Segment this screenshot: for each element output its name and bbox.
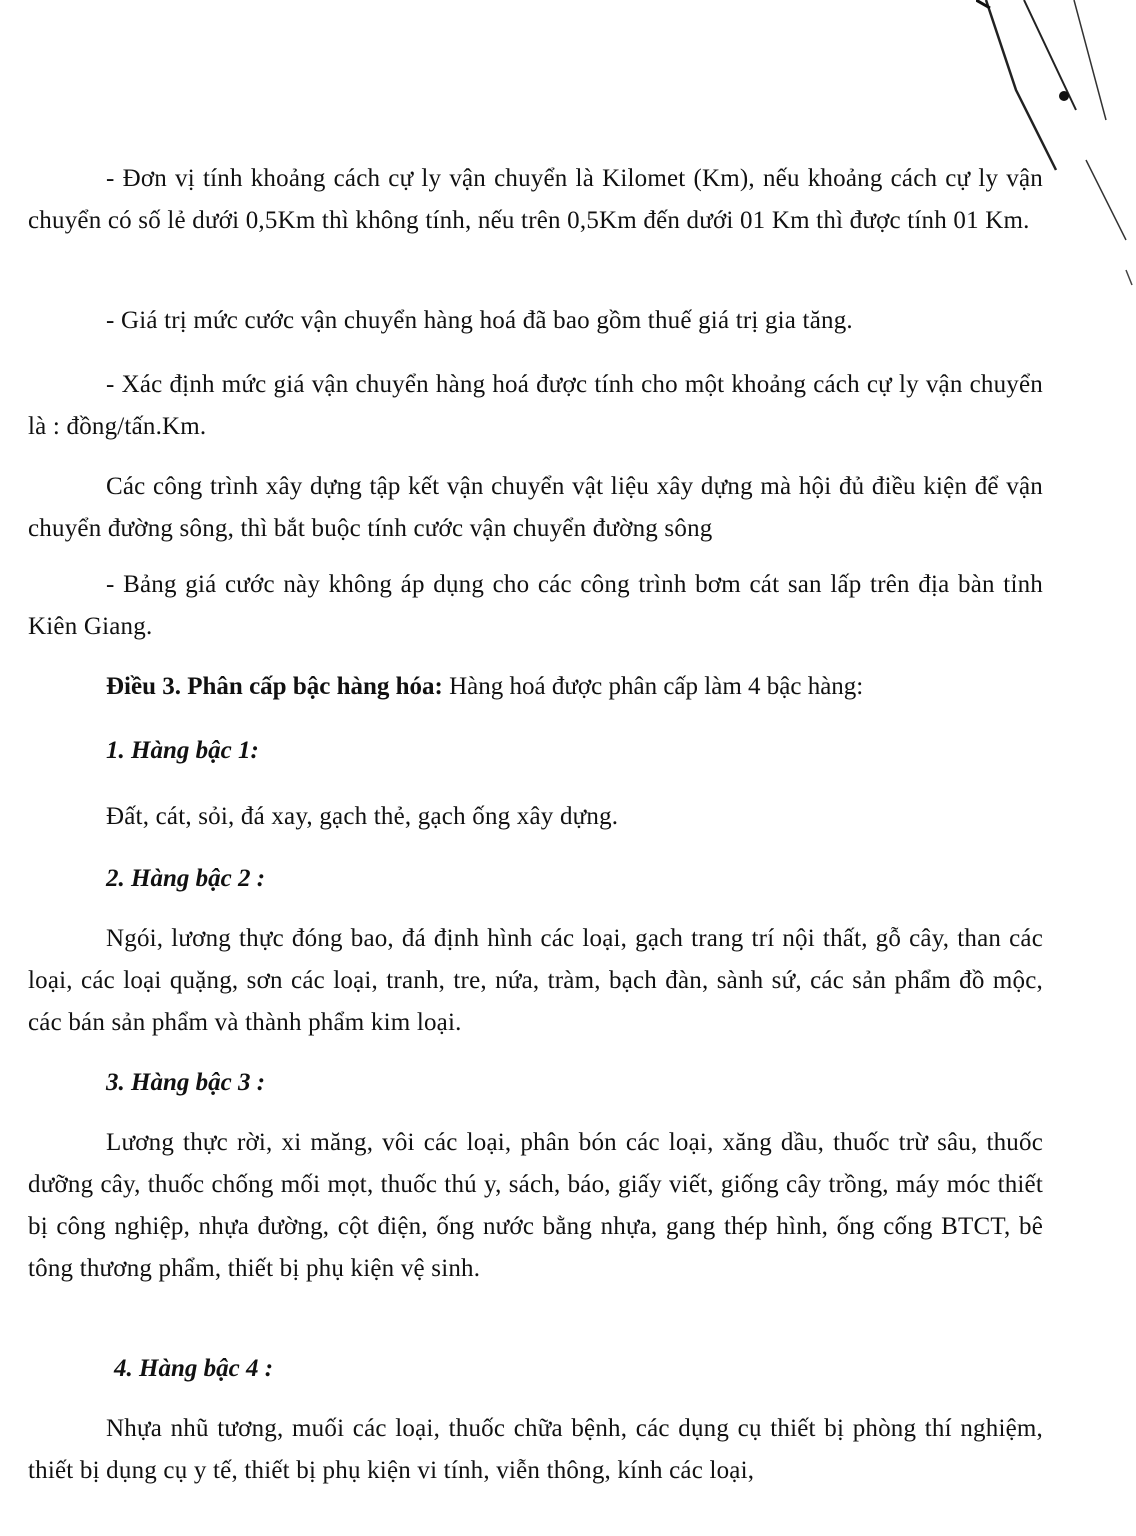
article-3-line <box>106 666 1046 708</box>
paragraph-exclusion: - Bảng giá cước này không áp dụng cho các công trình bơm cát san lấp trên địa bàn tỉnh Kiên Giang. <box>28 571 1043 640</box>
class-4-text: Nhựa nhũ tương, muối các loại, thuốc chữa bệnh, các dụng cụ thiết bị phòng thí nghiệm, thiết bị dụng cụ y tế, thiết bị phụ kiện vi tính, viễn thông, kính các loại, <box>28 1415 1043 1484</box>
class-2-text: Ngói, lương thực đóng bao, đá định hình các loại, gạch trang trí nội thất, gỗ cây, than các loại, các loại quặng, sơn các loại, tranh, tre, nứa, tràm, bạch đàn, sành sứ, các sản phẩm đồ mộc, các bán sản phẩm và thành phẩm kim loại. <box>28 925 1043 1036</box>
article-3-text: Hàng hoá được phân cấp làm 4 bậc hàng: <box>442 673 864 700</box>
class-1-title: 1. Hàng bậc 1: <box>106 737 259 764</box>
class-3-title: 3. Hàng bậc 3 : <box>106 1069 266 1096</box>
paragraph-price-unit: - Xác định mức giá vận chuyển hàng hoá được tính cho một khoảng cách cự ly vận chuyển là : đồng/tấn.Km. <box>28 371 1043 440</box>
paragraph-distance-unit: - Đơn vị tính khoảng cách cự ly vận chuyển là Kilomet (Km), nếu khoảng cách cự ly vận chuyển có số lẻ dưới 0,5Km thì không tính, nếu trên 0,5Km đến dưới 01 Km thì được tính 01 Km. <box>28 165 1043 234</box>
paragraph-vat-included: - Giá trị mức cước vận chuyển hàng hoá đã bao gồm thuế giá trị gia tăng. <box>106 307 853 334</box>
article-3-title: Điều 3. Phân cấp bậc hàng hóa: <box>106 673 443 700</box>
class-4-title: 4. Hàng bậc 4 : <box>114 1355 274 1382</box>
paragraph-river-transport: Các công trình xây dựng tập kết vận chuyển vật liệu xây dựng mà hội đủ điều kiện để vận chuyển đường sông, thì bắt buộc tính cước vận chuyển đường sông <box>28 473 1043 542</box>
class-3-text: Lương thực rời, xi măng, vôi các loại, phân bón các loại, xăng dầu, thuốc trừ sâu, thuốc dưỡng cây, thuốc chống mối mọt, thuốc thú y, sách, báo, giấy viết, giống cây trồng, máy móc thiết bị công nghiệp, nhựa đường, cột điện, ống nước bằng nhựa, gang thép hình, ống cống BTCT, bê tông thương phẩm, thiết bị phụ kiện vệ sinh. <box>28 1129 1043 1282</box>
class-1-text: Đất, cát, sỏi, đá xay, gạch thẻ, gạch ống xây dựng. <box>106 803 619 830</box>
class-2-title: 2. Hàng bậc 2 : <box>106 865 266 892</box>
